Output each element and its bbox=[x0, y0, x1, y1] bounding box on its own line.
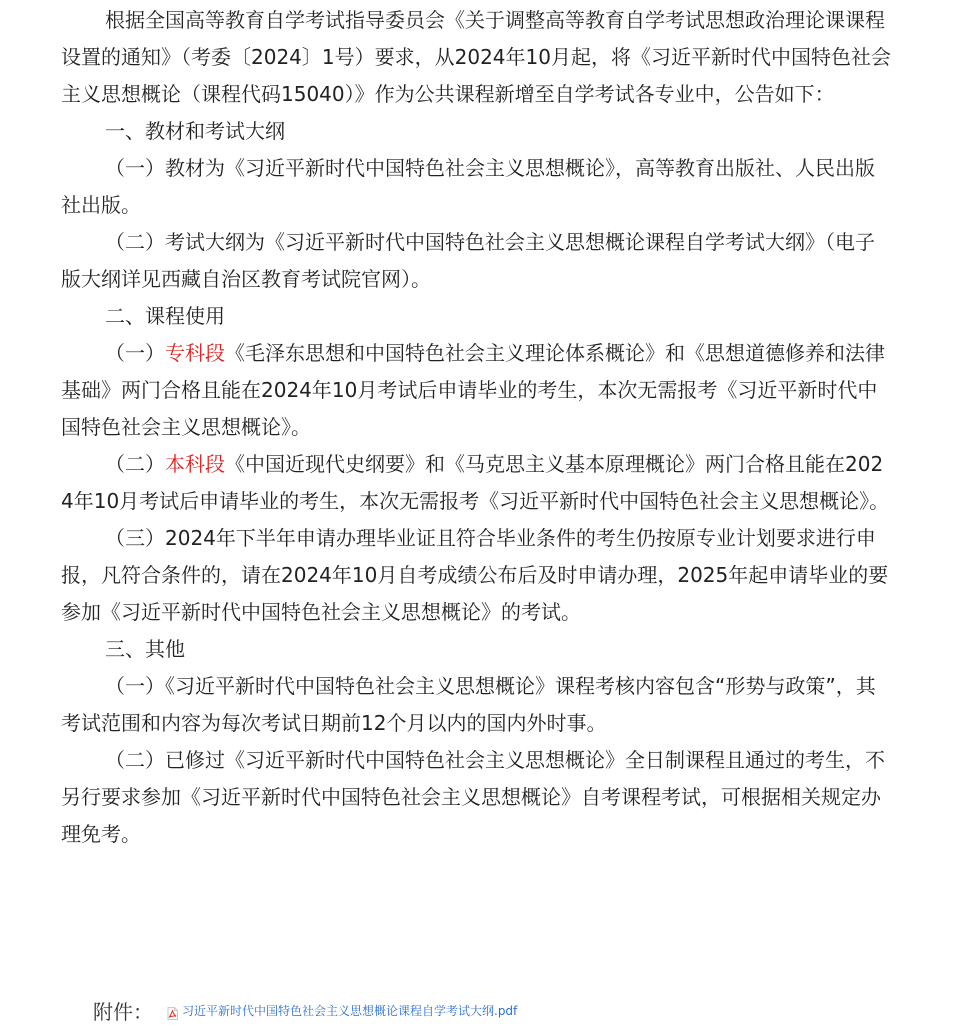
paragraph-text: （三）2024年下半年申请办理毕业证且符合毕业条件的考生仍按原专业计划要求进行申报，凡符合条件的，请在2024年10月自考成绩公布后及时申请办理，2025年起申请毕业的要参加《习近平新时代中国特色社会主义思想概论》的考试。 bbox=[61, 526, 889, 624]
paragraph-text: 一、教材和考试大纲 bbox=[105, 119, 285, 143]
paragraph-intro bbox=[61, 0, 891, 113]
paragraph-3-1 bbox=[61, 668, 891, 742]
highlighted-term: 本科段 bbox=[165, 452, 225, 476]
paragraph-text: （一）教材为《习近平新时代中国特色社会主义思想概论》，高等教育出版社、人民出版社出版。 bbox=[61, 156, 875, 217]
paragraph-1-2 bbox=[61, 224, 891, 298]
paragraph-text: （二） bbox=[105, 452, 165, 476]
paragraph-text: （一）《习近平新时代中国特色社会主义思想概论》课程考核内容包含“形势与政策”，其考试范围和内容为每次考试日期前12个月以内的国内外时事。 bbox=[61, 674, 876, 735]
section-heading-2 bbox=[61, 298, 891, 335]
paragraph-3-2 bbox=[61, 742, 891, 853]
paragraph-text: 三、其他 bbox=[105, 637, 185, 661]
paragraph-2-3 bbox=[61, 520, 891, 631]
paragraph-text: 《中国近现代史纲要》和《马克思主义基本原理概论》两门合格且能在2024年10月考试后申请毕业的考生，本次无需报考《习近平新时代中国特色社会主义思想概论》。 bbox=[61, 452, 890, 513]
highlighted-term: 专科段 bbox=[165, 341, 225, 365]
pdf-file-icon bbox=[167, 1005, 178, 1018]
paragraph-text: （二）考试大纲为《习近平新时代中国特色社会主义思想概论课程自学考试大纲》（电子版大纲详见西藏自治区教育考试院官网）。 bbox=[61, 230, 875, 291]
announcement-body bbox=[61, 0, 891, 853]
paragraph-text: （一） bbox=[105, 341, 165, 365]
paragraph-text: 《毛泽东思想和中国特色社会主义理论体系概论》和《思想道德修养和法律基础》两门合格且能在2024年10月考试后申请毕业的考生，本次无需报考《习近平新时代中国特色社会主义思想概论》。 bbox=[61, 341, 885, 439]
section-heading-1 bbox=[61, 113, 891, 150]
paragraph-text: 根据全国高等教育自学考试指导委员会《关于调整高等教育自学考试思想政治理论课课程设置的通知》（考委〔2024〕1号）要求，从2024年10月起，将《习近平新时代中国特色社会主义思想概论（课程代码15040）》作为公共课程新增至自学考试各专业中，公告如下： bbox=[61, 8, 891, 106]
paragraph-text: （二）已修过《习近平新时代中国特色社会主义思想概论》全日制课程且通过的考生，不另行要求参加《习近平新时代中国特色社会主义思想概论》自考课程考试，可根据相关规定办理免考。 bbox=[61, 748, 885, 846]
section-heading-3 bbox=[61, 631, 891, 668]
attachment-row bbox=[93, 996, 517, 1024]
paragraph-text: 二、课程使用 bbox=[105, 304, 225, 328]
paragraph-2-2 bbox=[61, 446, 891, 520]
attachment-link[interactable]: 习近平新时代中国特色社会主义思想概论课程自学考试大纲.pdf bbox=[182, 1003, 518, 1018]
paragraph-2-1 bbox=[61, 335, 891, 446]
paragraph-1-1 bbox=[61, 150, 891, 224]
attachment-label: 附件： bbox=[93, 999, 153, 1024]
